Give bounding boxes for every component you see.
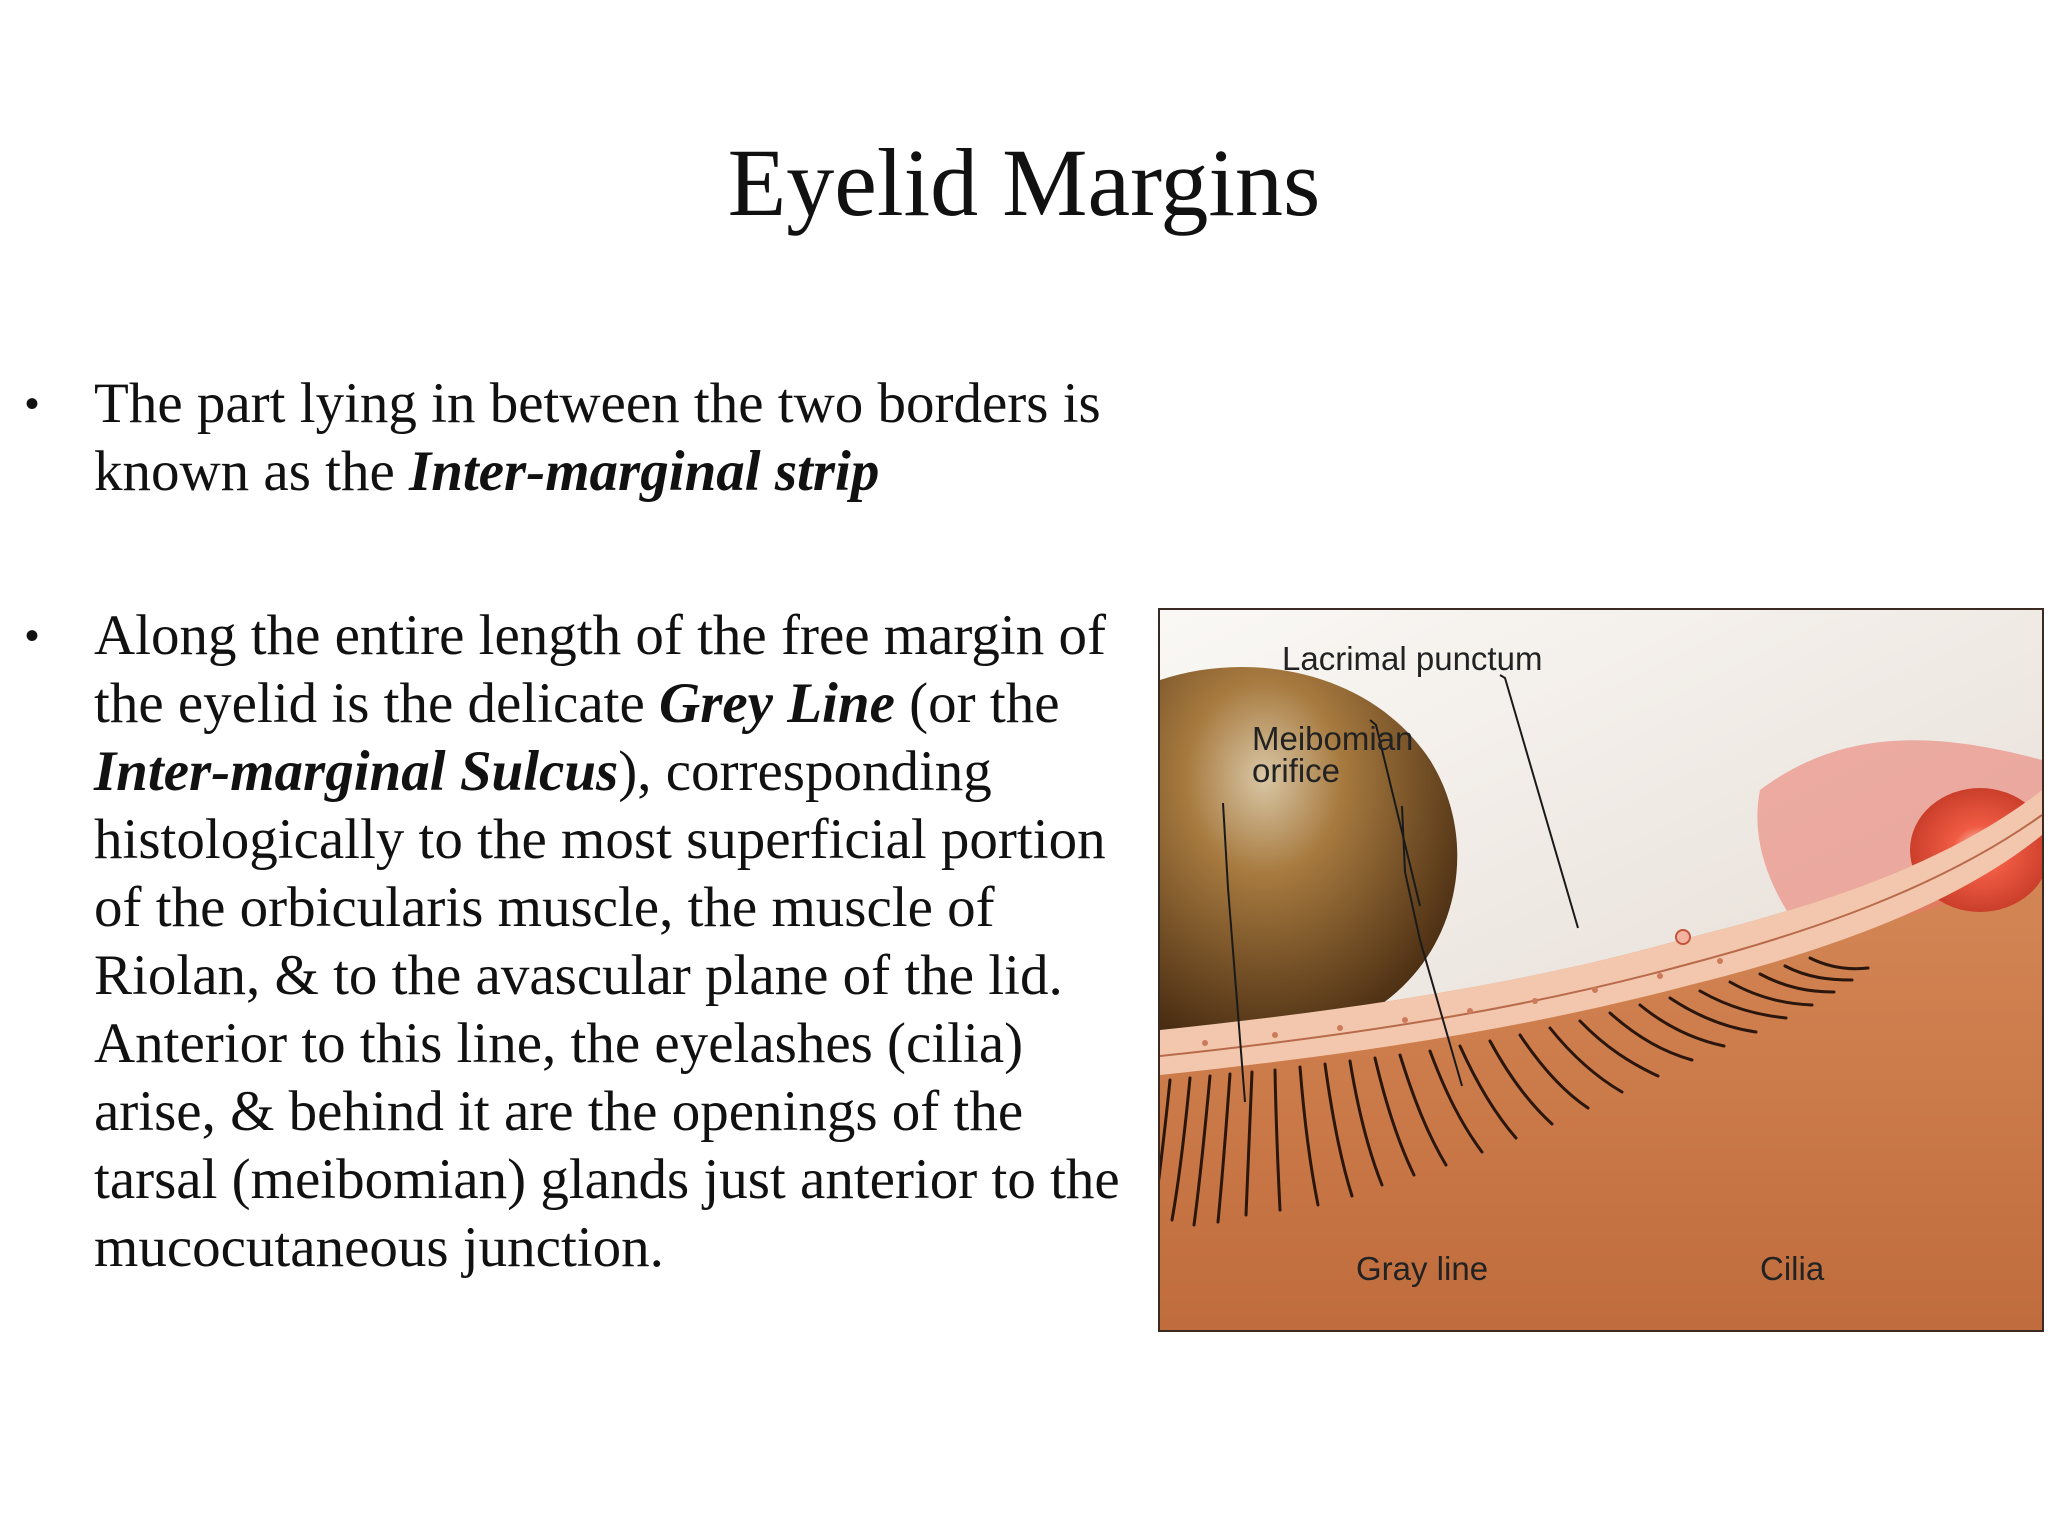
bullet-text: (or the (894, 672, 1060, 735)
label-cilia: Cilia (1760, 1250, 1825, 1287)
bullet-icon: • (24, 614, 39, 658)
label-meibomian-orifice: orifice (1252, 752, 1341, 789)
bullet-text: The part lying in between the two borders is known as the (94, 372, 1101, 503)
label-meibomian-orifice: Meibomian (1252, 720, 1414, 757)
bullet-text: ), corresponding histologically to the most superficial portion of the orbicularis muscle, the muscle of Riolan, & to the avascular plane of the lid. Anterior to this line, the eyelashes (cilia) arise, & behind it are the openings of the tarsal (meibomian) glands just anterior to the mucocutaneous junction. (94, 740, 1120, 1279)
label-gray-line: Gray line (1356, 1250, 1489, 1287)
bullet-item (10, 370, 1150, 506)
slide-title: Eyelid Margins (727, 129, 1321, 236)
bullet-list (10, 370, 1150, 1282)
term-inter-marginal-strip: Inter-marginal strip (409, 440, 880, 503)
punctum-icon (1676, 930, 1690, 944)
bullet-icon: • (24, 382, 39, 426)
bullet-item (10, 602, 1150, 1282)
bullet-text: Along the entire length of the free margin of the eyelid is the delicate (94, 604, 1106, 735)
term-grey-line: Grey Line (659, 672, 895, 735)
eyelid-diagram (1160, 610, 2042, 1330)
eyelid-margin-illustration (1158, 608, 2044, 1332)
term-inter-marginal-sulcus: Inter-marginal Sulcus (94, 740, 619, 803)
label-lacrimal-punctum: Lacrimal punctum (1282, 640, 1543, 677)
